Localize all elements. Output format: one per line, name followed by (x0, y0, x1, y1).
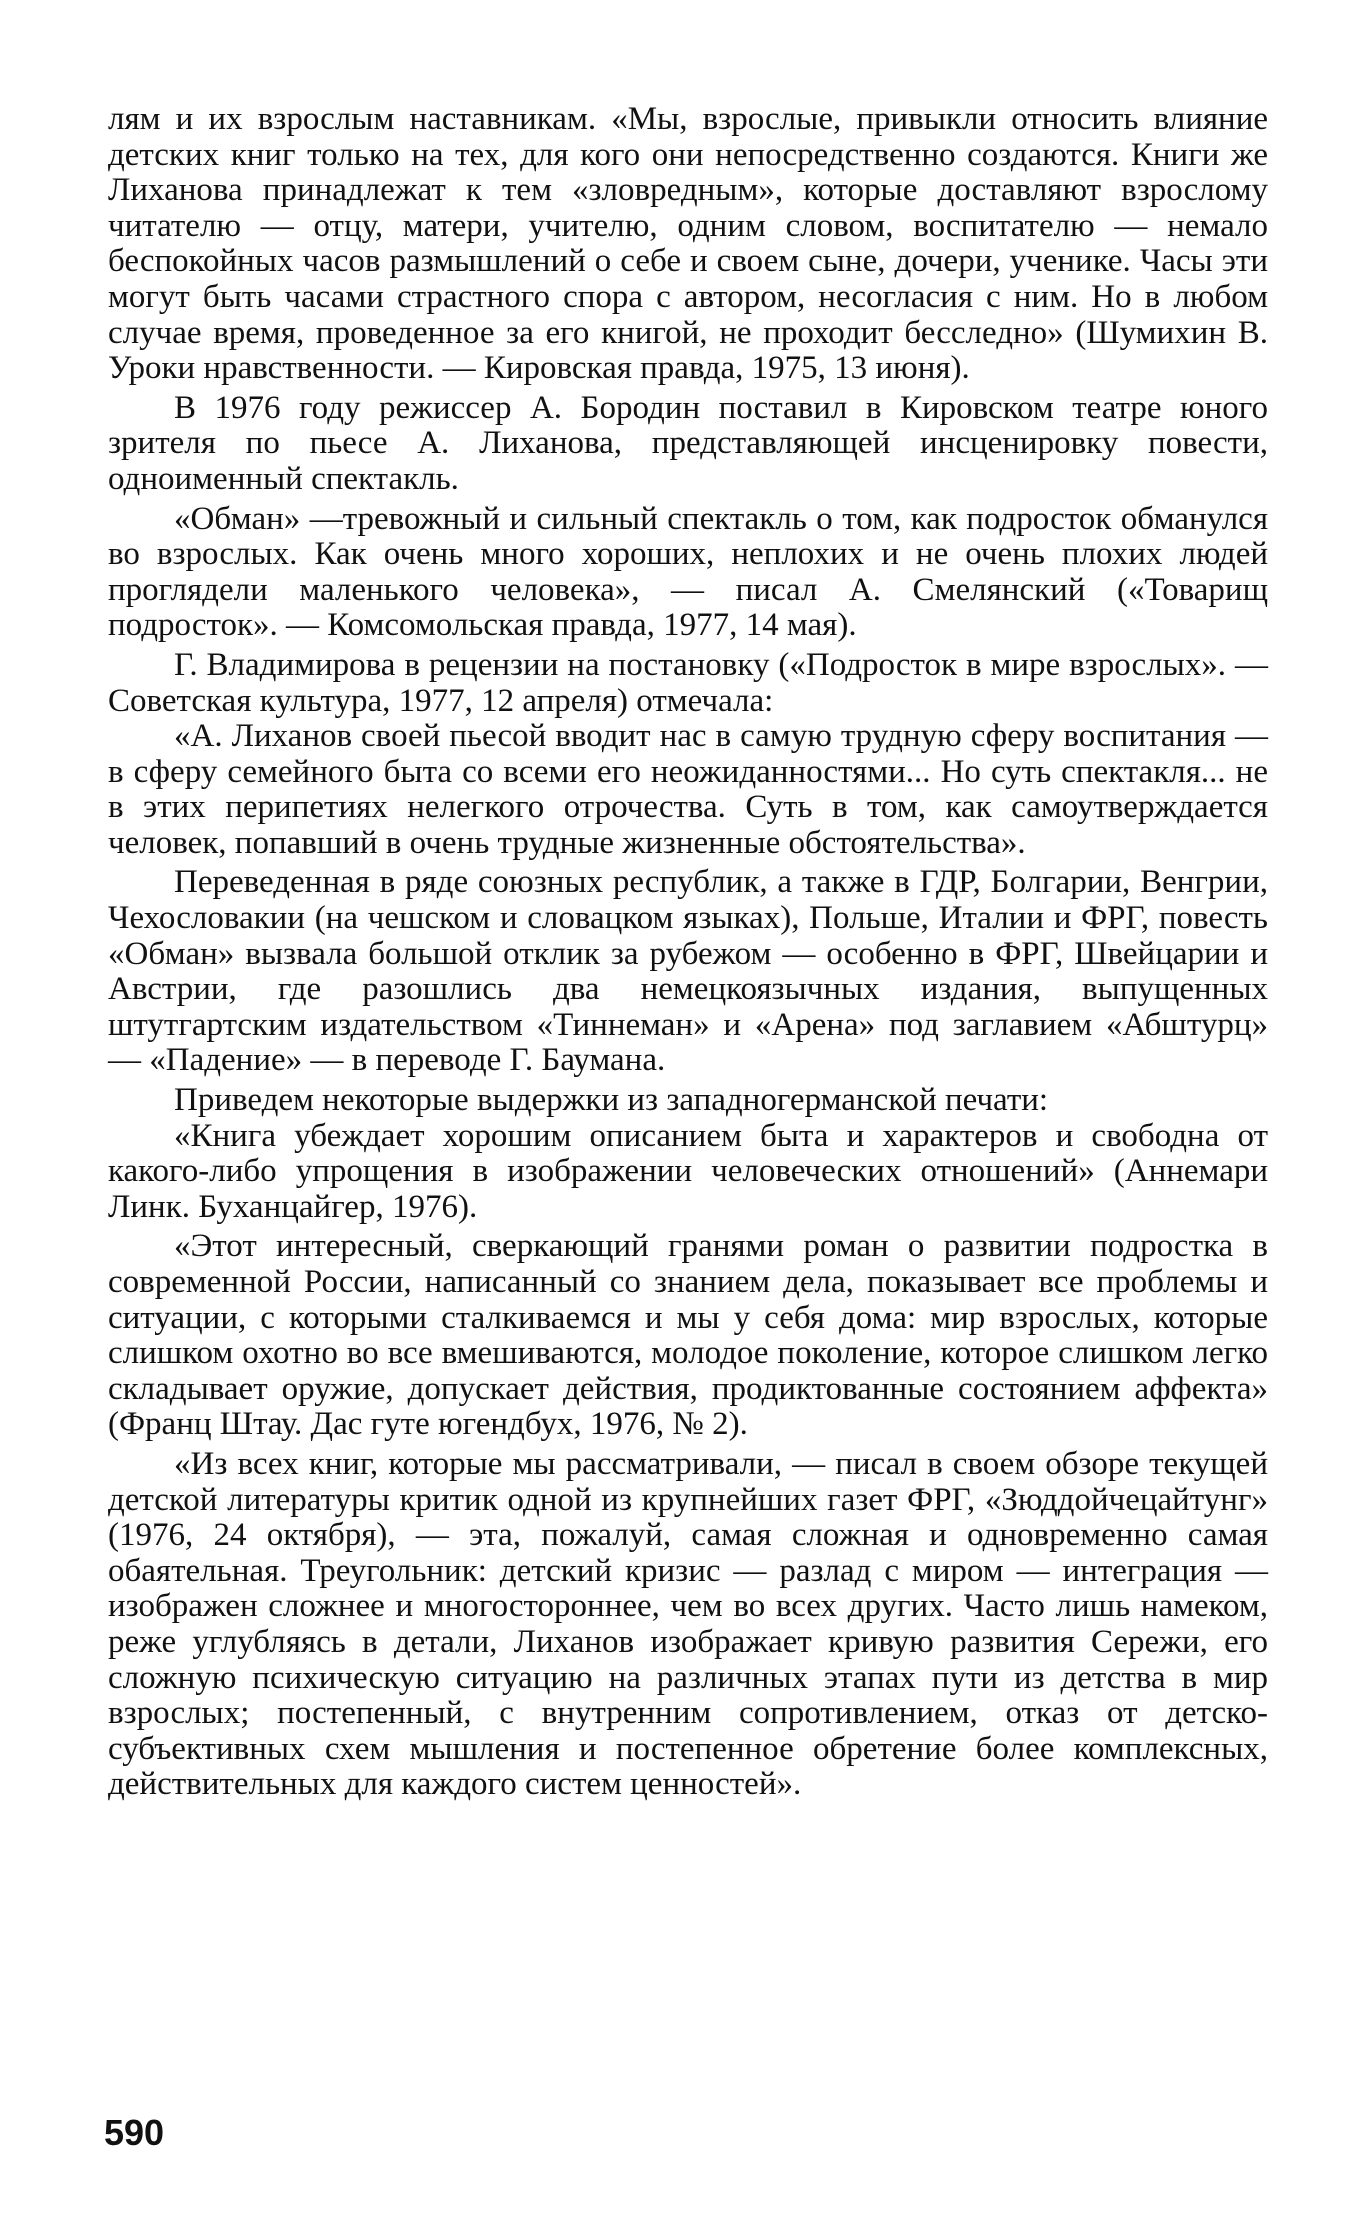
paragraph-1: лям и их взрослым наставникам. «Мы, взрослые, привыкли относить влияние детских книг только на тех, для кого они непосредственно создаются. Книги же Лиханова принадлежат к тем «зловредным», которые доставляют взрослому читателю — отцу, матери, учителю, одним словом, воспитателю — немало беспокойных часов размышлений о себе и своем сыне, дочери, ученике. Часы эти могут быть часами страстного спора с автором, несогласия с ним. Но в любом случае время, проведенное за его книгой, не проходит бесследно» (Шумихин В. Уроки нравственности. — Кировская правда, 1975, 13 июня). (108, 101, 1268, 387)
page-text (108, 102, 1268, 1803)
paragraph-8: «Книга убеждает хорошим описанием быта и характеров и свободна от какого-либо упрощения в изображении человеческих отношений» (Аннемари Линк. Буханцайгер, 1976). (108, 1117, 1268, 1225)
page-number: 590 (104, 2112, 165, 2153)
paragraph-10: «Из всех книг, которые мы рассматривали, — писал в своем обзоре текущей детской литературы критик одной из крупнейших газет ФРГ, «Зюддойчецайтунг» (1976, 24 октября), — эта, пожалуй, самая сложная и одновременно самая обаятельная. Треугольник: детский кризис — разлад с миром — интеграция — изображен сложнее и многостороннее, чем во всех других. Часто лишь намеком, реже углубляясь в детали, Лиханов изображает кривую развития Сережи, его сложную психическую ситуацию на различных этапах пути из детства в мир взрослых; постепенный, с внутренним сопротивлением, отказ от детско-субъективных схем мышления и постепенное обретение более комплексных, действительных для каждого систем ценностей». (108, 1445, 1268, 1803)
paragraph-4: Г. Владимирова в рецензии на постановку («Подросток в мире взрослых». — Советская культура, 1977, 12 апреля) отмечала: (108, 646, 1268, 719)
paragraph-6: Переведенная в ряде союзных республик, а также в ГДР, Болгарии, Венгрии, Чехословакии (на чешском и словацком языках), Польше, Италии и ФРГ, повесть «Обман» вызвала большой отклик за рубежом — особенно в ФРГ, Швейцарии и Австрии, где разошлись два немецкоязычных издания, выпущенных штутгартским издательством «Тиннеман» и «Арена» под заглавием «Абштурц» — «Падение» — в переводе Г. Баумана. (108, 864, 1268, 1079)
paragraph-5: «А. Лиханов своей пьесой вводит нас в самую трудную сферу воспитания — в сферу семейного быта со всеми его неожиданностями... Но суть спектакля... не в этих перипетиях нелегкого отрочества. Суть в том, как самоутверждается человек, попавший в очень трудные жизненные обстоятельства». (108, 718, 1268, 861)
paragraph-7: Приведем некоторые выдержки из западногерманской печати: (174, 1082, 1049, 1119)
paragraph-3: «Обман» —тревожный и сильный спектакль о том, как подросток обманулся во взрослых. Как очень много хороших, неплохих и не очень плохих людей проглядели маленького человека», — писал А. Смелянский («Товарищ подросток». — Комсомольская правда, 1977, 14 мая). (108, 500, 1268, 644)
paragraph-9: «Этот интересный, сверкающий гранями роман о развитии подростка в современной России, написанный со знанием дела, показывает все проблемы и ситуации, с которыми сталкиваемся и мы у себя дома: мир взрослых, которые слишком охотно во все вмешиваются, молодое поколение, которое слишком легко складывает оружие, допускает действия, продиктованные состоянием аффекта» (Франц Штау. Дас гуте югендбух, 1976, № 2). (108, 1228, 1268, 1443)
paragraph-2: В 1976 году режиссер А. Бородин поставил в Кировском театре юного зрителя по пьесе А. Лиханова, представляющей инсценировку повести, одноименный спектакль. (108, 389, 1268, 497)
